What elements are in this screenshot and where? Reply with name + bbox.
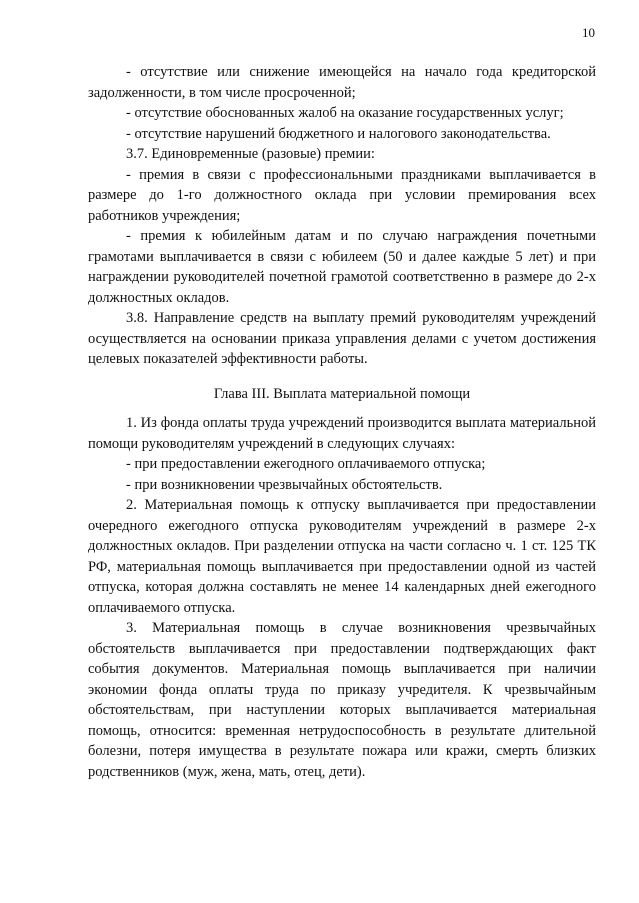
page-number: 10 — [582, 25, 595, 40]
paragraph-vacation-aid: 2. Материальная помощь к отпуску выплачивается при предоставлении очередного ежегодного отпуска руководителям учреждений в размере 2-х должностных окладов. При разделении отпуска на части согласно ч. 1 ст. 125 ТК РФ, материальная помощь выплачивается при предоставлении одной из частей отпуска, которая должна составлять не менее 14 календарных дней ежегодного оплачиваемого отпуска. — [88, 497, 596, 616]
document-body — [88, 62, 596, 782]
paragraph-creditor-debt: - отсутствие или снижение имеющейся на начало года кредиторской задолженности, в том числе просроченной; — [88, 64, 596, 101]
paragraph-no-complaints: - отсутствие обоснованных жалоб на оказание государственных услуг; — [126, 105, 564, 121]
paragraph-emergency-case: - при возникновении чрезвычайных обстоятельств. — [126, 476, 443, 493]
paragraph-anniversary-bonus: - премия к юбилейным датам и по случаю награждения почетными грамотами выплачивается в связи с юбилеем (50 и далее каждые 5 лет) и при награждении руководителей почетной грамотой соответственно в размере до 2-х должностных окладов. — [88, 228, 596, 306]
paragraph-financial-aid-cases: 1. Из фонда оплаты труда учреждений производится выплата материальной помощи руководителям учреждений в следующих случаях: — [88, 415, 596, 452]
paragraph-bonus-funds: 3.8. Направление средств на выплату премий руководителям учреждений осуществляется на основании приказа управления делами с учетом достижения целевых показателей эффективности работы. — [88, 310, 596, 367]
paragraph-emergency-aid: 3. Материальная помощь в случае возникновения чрезвычайных обстоятельств выплачивается при предоставлении подтверждающих факт события документов. Материальная помощь выплачивается при наличии экономии фонда оплаты труда по приказу учредителя. К чрезвычайным обстоятельствам, при наступлении которых выплачивается материальная помощь, относится: временная нетрудоспособность в результате длительной болезни, потеря имущества в результате пожара или кражи, смерть близких родственников (муж, жена, мать, отец, дети). — [88, 620, 596, 780]
paragraph-vacation-case: - при предоставлении ежегодного оплачиваемого отпуска; — [126, 456, 486, 472]
paragraph-holiday-bonus: - премия в связи с профессиональными праздниками выплачивается в размере до 1-го должностного оклада при условии премирования всех работников учреждения; — [88, 166, 596, 224]
paragraph-one-time-bonuses: 3.7. Единовременные (разовые) премии: — [126, 146, 375, 162]
paragraph-no-violations: - отсутствие нарушений бюджетного и налогового законодательства. — [126, 125, 551, 142]
chapter-title: Глава III. Выплата материальной помощи — [213, 385, 471, 402]
